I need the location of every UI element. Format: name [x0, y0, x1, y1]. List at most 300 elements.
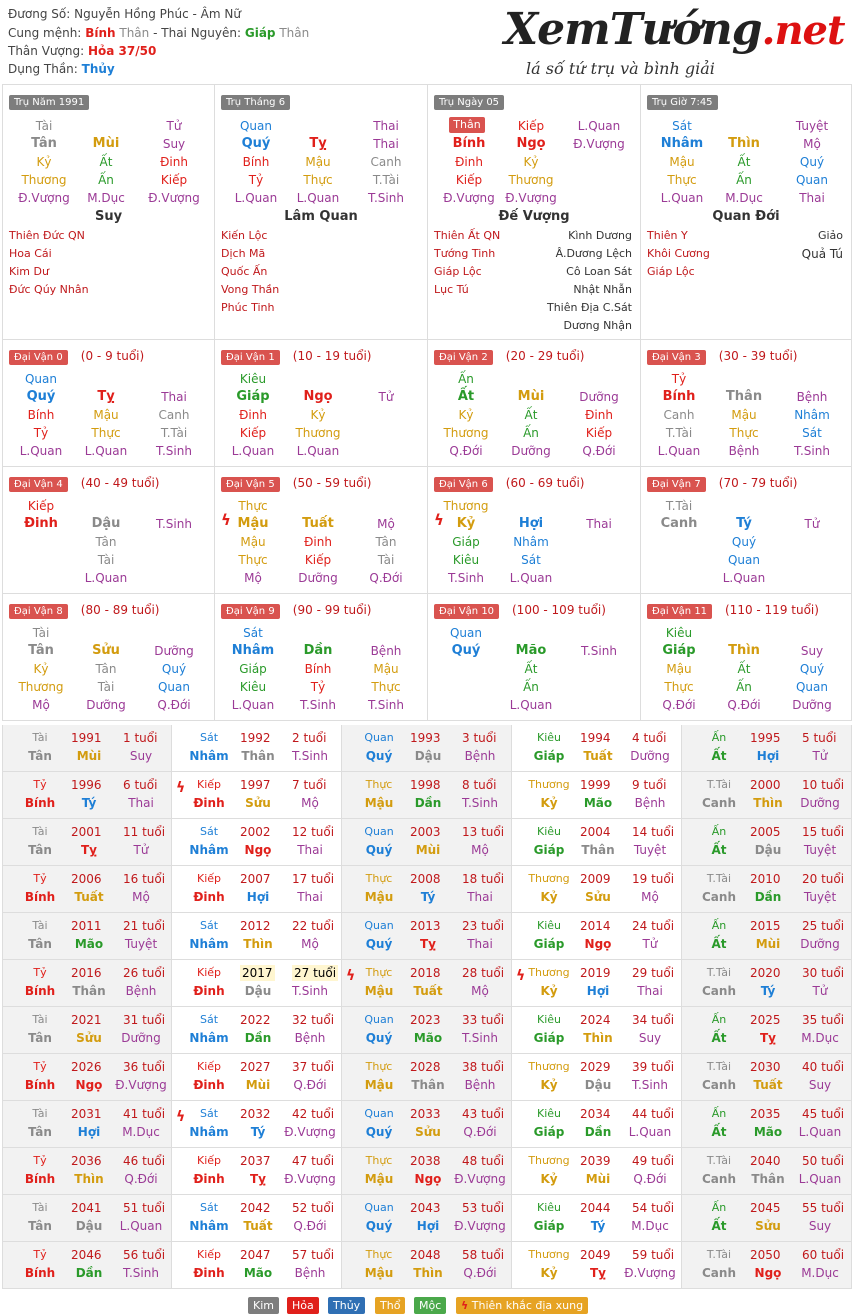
dai-van-value: Mùi: [517, 389, 545, 404]
pillar-value: Ấn: [98, 173, 114, 187]
clash-bolt-icon: ϟ: [346, 968, 356, 984]
year-stem: Giáp: [533, 937, 565, 951]
year-branch: Mão: [74, 937, 104, 951]
dai-van-value: T.Tài: [665, 426, 693, 440]
year-term: Thực: [365, 966, 393, 979]
year-age: 28 tuổi: [462, 966, 505, 980]
pillar-value: Thương: [21, 173, 67, 187]
pillar-value: Đ.Vượng: [505, 191, 557, 205]
year-term: Thương: [528, 1248, 570, 1261]
year-age: 18 tuổi: [462, 872, 505, 886]
year-stem: Nhâm: [189, 937, 229, 951]
star-left: Vong Thần: [221, 283, 280, 296]
year-stem: Bính: [24, 796, 56, 810]
year-cell: [2, 1007, 172, 1054]
year-stem: Mậu: [364, 1078, 394, 1092]
dai-van-value: Q.Đới: [369, 571, 403, 585]
year-stage: Dưỡng: [800, 796, 840, 810]
legend-item: Hỏa: [287, 1297, 319, 1314]
year-branch: Hợi: [756, 749, 780, 763]
dai-van-value: Quý: [731, 535, 757, 549]
year-term: Tỷ: [33, 1154, 47, 1167]
dai-van-title: Đại Vận 5: [221, 477, 280, 492]
star-left: Lục Tú: [434, 283, 469, 296]
pillar-value: Tử: [166, 119, 182, 133]
pillar-value: Kỷ: [36, 155, 52, 169]
year-stage: Suy: [638, 1031, 662, 1045]
dai-van-age: (90 - 99 tuổi): [292, 603, 372, 617]
year-term: Sát: [199, 825, 219, 838]
year-number: 2030: [750, 1060, 781, 1074]
year-stage: T.Sinh: [123, 1266, 159, 1280]
year-stage: Đ.Vượng: [454, 1172, 506, 1186]
year-number: 2035: [750, 1107, 781, 1121]
pillar-value: Sát: [672, 119, 692, 133]
year-stem: Bính: [24, 984, 56, 998]
year-number: 2049: [580, 1248, 611, 1262]
dai-van-value: Tân: [95, 535, 117, 549]
pillar-value: Thực: [667, 173, 697, 187]
year-cell: [682, 866, 852, 913]
year-stage: Mộ: [471, 984, 489, 998]
pillar-value: Tân: [31, 136, 57, 151]
year-branch: Tý: [420, 890, 436, 904]
year-term: Quan: [364, 1201, 394, 1214]
than-vuong-line: [8, 43, 156, 59]
year-stage: Suy: [808, 1219, 832, 1233]
clash-bolt-icon: ϟ: [221, 511, 231, 529]
year-term: Sát: [199, 919, 219, 932]
than-vuong-label: Thân Vượng:: [8, 44, 85, 58]
year-number: 2014: [580, 919, 611, 933]
year-term: Sát: [199, 1013, 219, 1026]
dai-van-value: Thương: [443, 426, 489, 440]
year-stage: Mộ: [641, 890, 659, 904]
year-age: 49 tuổi: [632, 1154, 675, 1168]
year-stem: Canh: [702, 1078, 736, 1092]
dai-van-value: Kiêu: [239, 372, 267, 386]
dai-van-value: Tân: [28, 643, 54, 658]
dai-van-value: Mậu: [666, 662, 692, 676]
pillar-value: L.Quan: [577, 119, 621, 133]
year-number: 2007: [240, 872, 271, 886]
year-cell: [172, 819, 342, 866]
year-age: 56 tuổi: [123, 1248, 166, 1262]
year-cell: [2, 866, 172, 913]
year-cell: [682, 819, 852, 866]
pillar-value: Đ.Vượng: [573, 137, 625, 151]
year-stem: Đinh: [193, 1078, 225, 1092]
year-cell: [172, 1195, 342, 1242]
dai-van-value: Dưỡng: [86, 698, 126, 712]
year-age: 34 tuổi: [632, 1013, 675, 1027]
dai-van-value: Quý: [799, 662, 825, 676]
thai-nguyen-can: Giáp: [244, 26, 276, 40]
pillar-cell: [428, 85, 641, 340]
clash-bolt-icon: ϟ: [176, 780, 186, 796]
year-stem: Mậu: [364, 984, 394, 998]
year-number: 1994: [580, 731, 611, 745]
year-branch: Thìn: [753, 796, 783, 810]
dai-van-value: Thương: [18, 680, 64, 694]
year-number: 2019: [580, 966, 611, 980]
year-term: Thương: [528, 778, 570, 791]
year-term: Tỷ: [33, 778, 47, 791]
year-cell: [682, 725, 852, 772]
year-term: Ấn: [711, 825, 727, 838]
year-branch: Tý: [760, 984, 776, 998]
year-stem: Giáp: [533, 749, 565, 763]
year-branch: Sửu: [76, 1031, 102, 1045]
year-stage: Q.Đới: [124, 1172, 158, 1186]
year-term: T.Tài: [706, 1248, 732, 1261]
dai-van-value: Nhâm: [231, 643, 275, 658]
year-number: 2036: [71, 1154, 102, 1168]
year-branch: Ngọ: [754, 1266, 782, 1280]
year-stage: M.Dục: [801, 1031, 839, 1045]
year-age: 55 tuổi: [802, 1201, 845, 1215]
year-stage: T.Sinh: [462, 796, 498, 810]
year-term: Quan: [364, 919, 394, 932]
dai-van-value: Tân: [375, 535, 397, 549]
year-stem: Đinh: [193, 1266, 225, 1280]
year-term: Kiếp: [196, 1154, 222, 1167]
star-right: Cô Loan Sát: [566, 265, 632, 278]
pillar-value: L.Quan: [296, 191, 340, 205]
pillar-value: Đ.Vượng: [148, 191, 200, 205]
year-cell: [682, 1054, 852, 1101]
year-stem: Nhâm: [189, 749, 229, 763]
year-term: Quan: [364, 1013, 394, 1026]
year-branch: Tuất: [753, 1078, 783, 1092]
year-number: 2024: [580, 1013, 611, 1027]
pillar-value: Tài: [35, 119, 53, 133]
year-term: Thương: [528, 872, 570, 885]
year-stem: Bính: [24, 1078, 56, 1092]
year-cell: [172, 960, 342, 1007]
dai-van-value: Tử: [804, 517, 820, 531]
year-stem: Quý: [365, 1219, 393, 1233]
dai-van-cell: [641, 594, 852, 721]
year-stem: Đinh: [193, 890, 225, 904]
year-age: 36 tuổi: [123, 1060, 166, 1074]
pillar-title: Trụ Tháng 6: [221, 95, 290, 110]
dai-van-value: Giáp: [662, 643, 696, 658]
year-branch: Mùi: [415, 843, 441, 857]
star-left: Quốc Ấn: [221, 265, 268, 278]
dai-van-value: T.Sinh: [448, 571, 484, 585]
year-cell: [2, 1195, 172, 1242]
year-term: Thực: [365, 1060, 393, 1073]
year-cell: [2, 1054, 172, 1101]
year-branch: Thân: [241, 749, 275, 763]
dai-van-value: Ất: [457, 389, 475, 404]
year-number: 2006: [71, 872, 102, 886]
year-cell: [2, 913, 172, 960]
dai-van-value: Sửu: [92, 643, 120, 658]
year-branch: Tỵ: [589, 1266, 606, 1280]
year-branch: Tý: [81, 796, 97, 810]
year-age: 53 tuổi: [462, 1201, 505, 1215]
year-cell: [342, 1242, 512, 1289]
year-number: 2028: [410, 1060, 441, 1074]
dai-van-value: Ất: [524, 662, 538, 676]
year-number: 2050: [750, 1248, 781, 1262]
than-vuong-value: Hỏa 37/50: [87, 44, 157, 58]
year-cell: [172, 866, 342, 913]
dai-van-value: Dưỡng: [579, 390, 619, 404]
year-age: 10 tuổi: [802, 778, 845, 792]
pillar-value: Quan: [239, 119, 272, 133]
dai-van-age: (50 - 59 tuổi): [292, 476, 372, 490]
year-term: T.Tài: [706, 966, 732, 979]
pillar-value: Thân: [449, 117, 485, 133]
year-cell: [172, 1007, 342, 1054]
dai-van-value: Mậu: [731, 408, 757, 422]
dai-van-value: Thực: [91, 426, 121, 440]
year-stem: Giáp: [533, 1219, 565, 1233]
dai-van-cell: [641, 467, 852, 594]
year-age: 21 tuổi: [123, 919, 166, 933]
year-branch: Tỵ: [419, 937, 436, 951]
site-logo[interactable]: [500, 4, 845, 80]
dai-van-value: T.Sinh: [156, 517, 192, 531]
dai-van-cell: [215, 594, 428, 721]
year-age: 16 tuổi: [123, 872, 166, 886]
dai-van-value: Q.Đới: [727, 698, 761, 712]
pillar-value: M.Dục: [87, 191, 125, 205]
dung-than-label: Dụng Thần:: [8, 62, 78, 76]
dai-van-value: Dưỡng: [511, 444, 551, 458]
owner-label: Đương Số:: [8, 7, 71, 21]
year-stage: Thai: [128, 796, 154, 810]
year-stem: Mậu: [364, 1266, 394, 1280]
year-branch: Tỵ: [759, 1031, 776, 1045]
dai-van-value: Quan: [24, 372, 57, 386]
dai-van-value: Đinh: [304, 535, 332, 549]
dai-van-value: Thai: [161, 390, 187, 404]
dai-van-value: L.Quan: [231, 698, 275, 712]
year-number: 2021: [71, 1013, 102, 1027]
year-branch: Dậu: [414, 749, 442, 763]
year-age: 3 tuổi: [462, 731, 497, 745]
star-right: Thiên Địa C.Sát: [546, 301, 632, 314]
year-branch: Tỵ: [80, 843, 97, 857]
dai-van-value: Sát: [802, 426, 822, 440]
year-age: 46 tuổi: [123, 1154, 166, 1168]
year-age: 20 tuổi: [802, 872, 845, 886]
year-stage: Dưỡng: [121, 1031, 161, 1045]
dai-van-value: Kiếp: [585, 426, 613, 440]
logo-net: .net: [761, 7, 845, 54]
dai-van-value: Mộ: [32, 698, 50, 712]
year-branch: Dần: [244, 1031, 272, 1045]
year-cell: [512, 1195, 682, 1242]
year-age: 57 tuổi: [292, 1248, 335, 1262]
year-cell: [2, 819, 172, 866]
year-stage: Đ.Vượng: [284, 1172, 336, 1186]
dai-van-value: T.Sinh: [300, 698, 336, 712]
year-term: Thương: [528, 966, 570, 979]
legend-item: Mộc: [414, 1297, 446, 1314]
year-stem: Kỷ: [540, 1078, 558, 1092]
logo-brand: [504, 4, 844, 55]
dai-van-value: Nhâm: [794, 408, 830, 422]
clash-bolt-icon: ϟ: [461, 1299, 469, 1312]
year-age: 6 tuổi: [123, 778, 158, 792]
dai-van-value: L.Quan: [509, 698, 553, 712]
year-stage: M.Dục: [122, 1125, 160, 1139]
year-cell: [682, 1242, 852, 1289]
year-age: 5 tuổi: [802, 731, 837, 745]
year-term: Tài: [32, 1107, 48, 1120]
star-left: Giáp Lộc: [647, 265, 695, 278]
dai-van-value: Tỷ: [310, 680, 326, 694]
year-stage: Tuyệt: [803, 843, 837, 857]
year-stem: Canh: [702, 984, 736, 998]
year-term: Thực: [365, 778, 393, 791]
year-term: Kiếp: [196, 966, 222, 979]
dai-van-title: Đại Vận 9: [221, 604, 280, 619]
dai-van-title: Đại Vận 10: [434, 604, 499, 619]
dai-van-value: L.Quan: [296, 444, 340, 458]
dai-van-value: Suy: [800, 644, 824, 658]
dai-van-value: L.Quan: [657, 444, 701, 458]
star-right: Â.Dương Lệch: [555, 247, 632, 260]
year-branch: Thân: [581, 843, 615, 857]
year-branch: Thìn: [413, 1266, 443, 1280]
dai-van-value: Sát: [243, 626, 263, 640]
star-left: Giáp Lộc: [434, 265, 482, 278]
dai-van-value: Canh: [660, 516, 698, 531]
year-stage: Thai: [467, 890, 493, 904]
dai-van-title: Đại Vận 0: [9, 350, 68, 365]
year-age: 12 tuổi: [292, 825, 335, 839]
dai-van-cell: [641, 340, 852, 467]
year-stage: Bệnh: [294, 1266, 326, 1280]
pillar-value: Tỵ: [309, 136, 327, 151]
year-stem: Đinh: [193, 796, 225, 810]
year-number: 2044: [580, 1201, 611, 1215]
pillar-value: Thìn: [728, 136, 760, 151]
year-term: Kiếp: [196, 778, 222, 791]
year-term: Tài: [32, 731, 48, 744]
year-stage: Đ.Vượng: [115, 1078, 167, 1092]
year-term: Kiêu: [536, 825, 561, 838]
star-left: Đức Qúy Nhân: [9, 283, 89, 296]
year-stem: Ất: [711, 1219, 727, 1233]
dai-van-age: (10 - 19 tuổi): [292, 349, 372, 363]
pillar-value: Mậu: [305, 155, 331, 169]
year-stage: L.Quan: [119, 1219, 163, 1233]
year-number: 2015: [750, 919, 781, 933]
year-age: 35 tuổi: [802, 1013, 845, 1027]
year-branch: Hợi: [416, 1219, 440, 1233]
year-stage: Đ.Vượng: [624, 1266, 676, 1280]
pillar-stage: Quan Đới: [712, 209, 780, 224]
year-number: 2046: [71, 1248, 102, 1262]
dai-van-value: Canh: [158, 408, 190, 422]
star-left: Thiên Đức QN: [9, 229, 85, 242]
cung-menh-label: Cung mệnh:: [8, 26, 82, 40]
year-stage: Tuyệt: [124, 937, 158, 951]
dai-van-title: Đại Vận 4: [9, 477, 68, 492]
pillar-value: Canh: [370, 155, 402, 169]
year-number: 2041: [71, 1201, 102, 1215]
year-stage: Đ.Vượng: [284, 1125, 336, 1139]
dai-van-value: T.Sinh: [794, 444, 830, 458]
year-stem: Ất: [711, 937, 727, 951]
year-cell: [342, 866, 512, 913]
year-number: 2003: [410, 825, 441, 839]
dai-van-value: Ất: [737, 662, 751, 676]
year-branch: Sửu: [755, 1219, 781, 1233]
dai-van-value: Kiêu: [452, 553, 480, 567]
year-number: 2002: [240, 825, 271, 839]
owner-value: Nguyễn Hồng Phúc - Âm Nữ: [74, 7, 241, 21]
pillar-value: Quý: [799, 155, 825, 169]
dai-van-value: Tuất: [302, 516, 334, 531]
dai-van-value: Q.Đới: [157, 698, 191, 712]
year-age: 60 tuổi: [802, 1248, 845, 1262]
year-number: 2042: [240, 1201, 271, 1215]
year-age: 48 tuổi: [462, 1154, 505, 1168]
dai-van-value: Thương: [295, 426, 341, 440]
year-branch: Thìn: [583, 1031, 613, 1045]
year-age: 7 tuổi: [292, 778, 327, 792]
dai-van-value: Thương: [443, 499, 489, 513]
year-term: Kiếp: [196, 1060, 222, 1073]
year-stem: Mậu: [364, 890, 394, 904]
year-number: 1998: [410, 778, 441, 792]
year-term: Sát: [199, 1107, 219, 1120]
dai-van-value: Dưỡng: [154, 644, 194, 658]
star-left: Hoa Cái: [9, 247, 52, 260]
year-age: 1 tuổi: [123, 731, 158, 745]
year-cell: [512, 1242, 682, 1289]
dai-van-title: Đại Vận 2: [434, 350, 493, 365]
year-term: Kiếp: [196, 1248, 222, 1261]
dai-van-value: Kỷ: [310, 408, 326, 422]
year-stage: T.Sinh: [292, 984, 328, 998]
year-age: 37 tuổi: [292, 1060, 335, 1074]
year-stage: Q.Đới: [293, 1219, 327, 1233]
dai-van-value: Ấn: [523, 680, 539, 694]
year-stem: Bính: [24, 1266, 56, 1280]
year-number: 2026: [71, 1060, 102, 1074]
year-cell: [342, 819, 512, 866]
year-branch: Sửu: [245, 796, 271, 810]
year-stem: Giáp: [533, 1031, 565, 1045]
year-stage: Tuyệt: [803, 890, 837, 904]
pillar-value: Kỷ: [523, 155, 539, 169]
year-number: 2004: [580, 825, 611, 839]
year-term: T.Tài: [706, 778, 732, 791]
year-branch: Dần: [75, 1266, 103, 1280]
dai-van-value: Kiếp: [239, 426, 267, 440]
dai-van-value: Thìn: [728, 643, 760, 658]
year-age: 30 tuổi: [802, 966, 845, 980]
year-age: 13 tuổi: [462, 825, 505, 839]
year-stage: Thai: [467, 937, 493, 951]
year-branch: Dần: [584, 1125, 612, 1139]
year-age: 39 tuổi: [632, 1060, 675, 1074]
year-cell: [2, 960, 172, 1007]
year-stem: Quý: [365, 1031, 393, 1045]
year-branch: Tý: [590, 1219, 606, 1233]
year-branch: Dậu: [244, 984, 272, 998]
dai-van-value: Mộ: [244, 571, 262, 585]
